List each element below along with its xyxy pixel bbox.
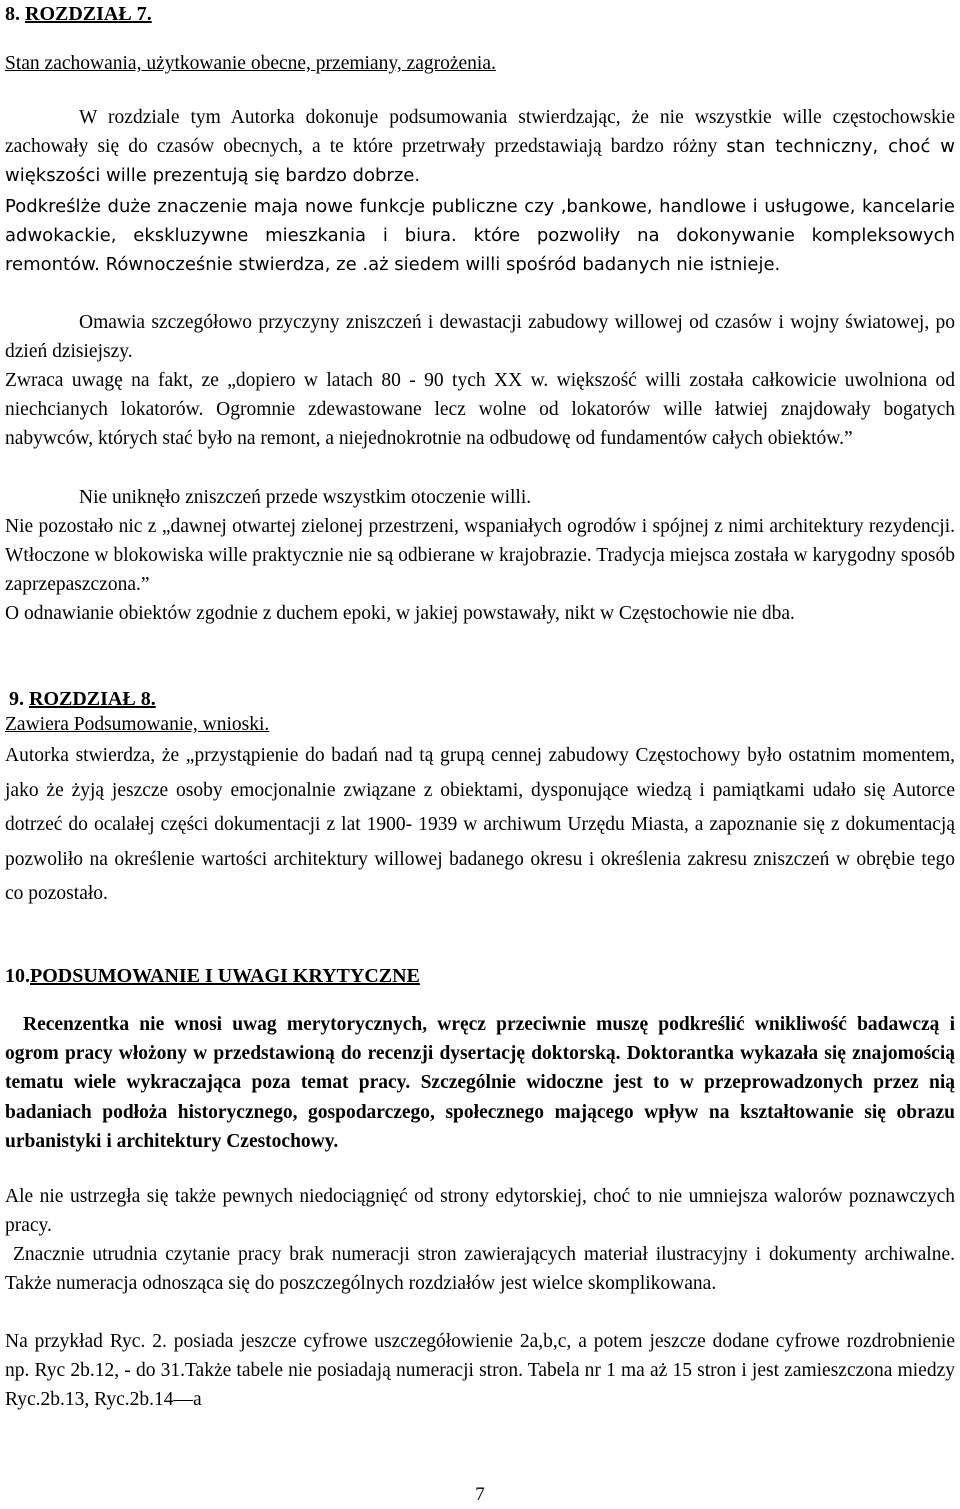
page-number: 7: [475, 1484, 485, 1505]
chapter-7-number: 8.: [5, 3, 20, 25]
chapter-8-paragraph-1: Autorka stwierdza, że „przystąpienie do badań nad tą grupą cennej zabudowy Częstochowy było ostatnim momentem, jako że żyją jeszcze osoby emocjonalnie związane z obiektami, dysponujące wiedzą i pamiątkami udało się Autorce dotrzeć do ocalałej części dokumentacji z lat 1900- 1939 w archiwum Urzędu Miasta, a zapoznanie się z dokumentacją pozwoliło na określenie wartości architektury willowej badanego okresu i określenia zakresu zniszczeń w obrębie tego co pozostało.: [5, 745, 955, 904]
chapter-7-paragraph-3: Omawia szczegółowo przyczyny zniszczeń i dewastacji zabudowy willowej od czasów i wojny światowej, po dzień dzisiejszy.: [5, 312, 955, 363]
p1-serif-part: W rozdziale tym Autorka dokonuje podsumowania stwierdzając, że nie wszystkie wille częstochowskie zachowały się do czasów obecnych, a te które przetrwały przedstawiają bardzo różny: [5, 107, 955, 158]
chapter-7-subtitle: Stan zachowania, użytkowanie obecne, przemiany, zagrożenia.: [5, 53, 496, 74]
chapter-7-paragraph-6: Nie pozostało nic z „dawnej otwartej zielonej przestrzeni, wspaniałych ogrodów i spójnej z nimi architektury rezydencji. Wtłoczone w blokowiska wille praktycznie nie są odbierane w krajobrazie. Tradycja miejsca została w karygodny sposób zaprzepaszczona.”: [5, 516, 955, 596]
summary-paragraph-3: Znacznie utrudnia czytanie pracy brak numeracji stron zawierających materiał ilustracyjny i dokumenty archiwalne. Także numeracja odnosząca się do poszczególnych rozdziałów jest wielce skomplikowana.: [5, 1244, 955, 1295]
summary-heading: [5, 965, 955, 988]
chapter-8-title: ROZDZIAŁ 8.: [29, 688, 156, 710]
chapter-7-title: ROZDZIAŁ 7.: [25, 3, 152, 25]
summary-paragraph-2: Ale nie ustrzegła się także pewnych niedociągnięć od strony edytorskiej, choć to nie umniejsza walorów poznawczych pracy.: [5, 1186, 955, 1237]
summary-number: 10.: [5, 965, 30, 987]
chapter-8-number: 9.: [9, 688, 24, 710]
summary-title: PODSUMOWANIE I UWAGI KRYTYCZNE: [30, 965, 420, 987]
chapter-7-paragraph-2: Podkreślże duże znaczenie maja nowe funkcje publiczne czy ,bankowe, handlowe i usługowe, kancelarie adwokackie, ekskluzywne mieszkania i biura. które pozwoliły na dokonywanie kompleksowych remontów. Równocześnie stwierdza, ze .aż siedem willi spośród badanych nie istnieje.: [5, 196, 955, 276]
chapter-7-paragraph-7: O odnawianie obiektów zgodnie z duchem epoki, w jakiej powstawały, nikt w Częstochowie nie dba.: [5, 603, 795, 624]
chapter-7-paragraph-5: Nie uniknęło zniszczeń przede wszystkim otoczenie willi.: [79, 487, 532, 508]
chapter-8-subtitle: Zawiera Podsumowanie, wnioski.: [5, 714, 270, 735]
summary-bold-paragraph: Recenzentka nie wnosi uwag merytorycznych, wręcz przeciwnie muszę podkreślić wnikliwość badawczą i ogrom pracy włożony w przedstawioną do recenzji dysertację doktorską. Doktorantka wykazała się znajomością tematu wiele wykraczająca poza temat pracy. Szczególnie widoczne jest to w przeprowadzonych przez nią badaniach podłoża historycznego, gospodarczego, społecznego mającego wpływ na kształtowanie się obrazu urbanistyki i architektury Czestochowy.: [5, 1014, 955, 1152]
chapter-8-heading: [9, 688, 959, 711]
chapter-7-heading: [5, 3, 955, 26]
chapter-7-paragraph-4: Zwraca uwagę na fakt, ze „dopiero w latach 80 - 90 tych XX w. większość willi została całkowicie uwolniona od niechcianych lokatorów. Ogromnie zdewastowane lecz wolne od lokatorów wille łatwiej znajdowały bogatych nabywców, których stać było na remont, a niejednokrotnie na odbudowę od fundamentów całych obiektów.”: [5, 370, 955, 450]
summary-paragraph-4: Na przykład Ryc. 2. posiada jeszcze cyfrowe uszczegółowienie 2a,b,c, a potem jeszcze dodane cyfrowe rozdrobnienie np. Ryc 2b.12, - do 31.Także tabele nie posiadają numeracji stron. Tabela nr 1 ma aż 15 stron i jest zamieszczona miedzy Ryc.2b.13, Ryc.2b.14—a: [5, 1331, 955, 1411]
chapter-7-paragraph-1: [5, 103, 955, 191]
p1-sans-part: stan techniczny, choć w większości wille prezentują się bardzo dobrze.: [5, 136, 955, 187]
